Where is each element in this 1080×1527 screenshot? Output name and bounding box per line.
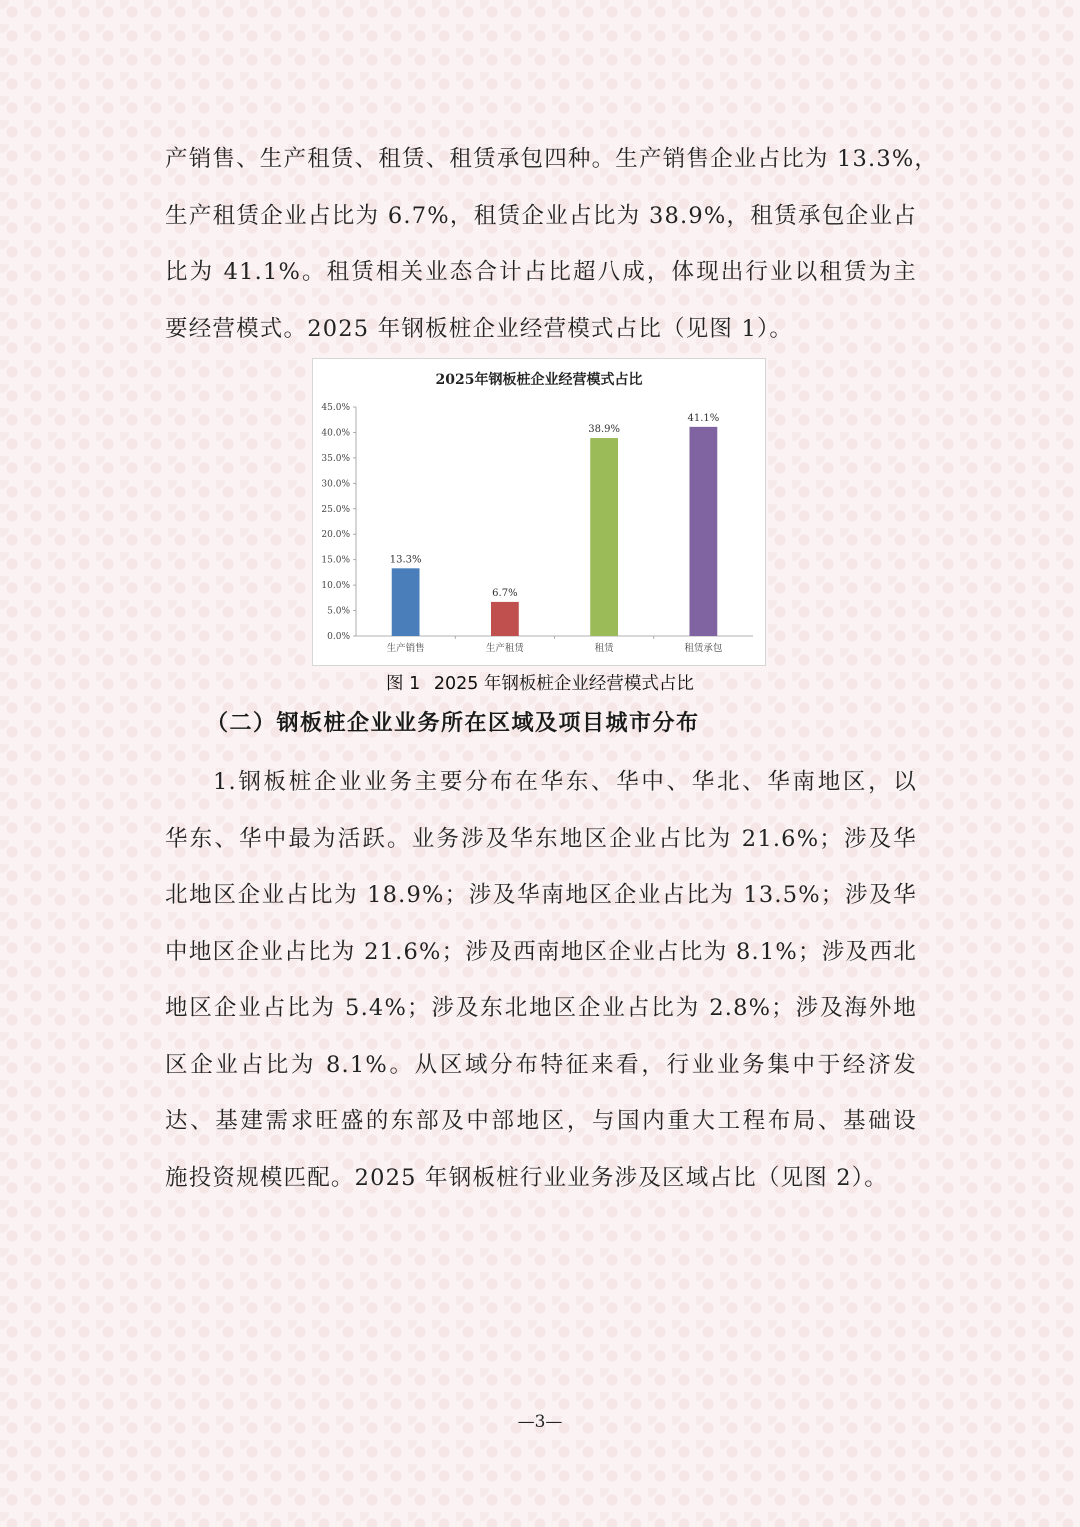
x-tick-label: 租赁承包 <box>684 643 723 654</box>
chart-title: 2025年钢板桩企业经营模式占比 <box>435 372 643 388</box>
figure-caption-text: 2025 年钢板桩企业经营模式占比 <box>433 674 694 694</box>
text-line: 北地区企业占比为 18.9%；涉及华南地区企业占比为 13.5%；涉及华 <box>165 882 917 908</box>
bar-value-label: 41.1% <box>687 412 720 424</box>
bar <box>590 438 618 636</box>
text-line: 产销售、生产租赁、租赁、租赁承包四种。生产销售企业占比为 13.3%， <box>165 146 939 172</box>
text-line: 中地区企业占比为 21.6%；涉及西南地区企业占比为 8.1%；涉及西北 <box>165 938 917 965</box>
paragraph-business-modes <box>165 131 939 357</box>
text-line: 华东、华中最为活跃。业务涉及华东地区企业占比为 21.6%；涉及华 <box>165 825 917 852</box>
figure-1-caption <box>0 670 1080 695</box>
y-tick-label: 40.0% <box>321 428 350 439</box>
x-tick-label: 生产租赁 <box>485 643 524 654</box>
y-tick-label: 45.0% <box>321 403 350 413</box>
bar-value-label: 38.9% <box>588 424 621 436</box>
text-line: 达、基建需求旺盛的东部及中部地区，与国内重大工程布局、基础设 <box>165 1108 917 1134</box>
text-line: 区企业占比为 8.1%。从区域分布特征来看，行业业务集中于经济发 <box>165 1051 917 1078</box>
x-tick-label: 生产销售 <box>386 643 425 654</box>
bar-value-label: 6.7% <box>492 587 518 599</box>
section-heading: （二）钢板桩企业业务所在区域及项目城市分布 <box>206 711 700 736</box>
text-line: 要经营模式。2025 年钢板桩企业经营模式占比（见图 1）。 <box>165 315 794 342</box>
figure-1-chart <box>312 358 766 666</box>
y-tick-label: 20.0% <box>321 530 350 541</box>
y-tick-label: 10.0% <box>321 581 350 592</box>
y-tick-labels <box>321 403 356 642</box>
y-tick-label: 0.0% <box>327 632 350 642</box>
bar-chart <box>313 359 765 665</box>
text-line: 1.钢板桩企业业务主要分布在华东、华中、华北、华南地区，以 <box>213 769 917 795</box>
x-tick-label: 租赁 <box>594 643 614 654</box>
text-line: 施投资规模匹配。2025 年钢板桩行业业务涉及区域占比（见图 2）。 <box>165 1164 888 1191</box>
text-line: 生产租赁企业占比为 6.7%，租赁企业占比为 38.9%，租赁承包企业占 <box>165 202 917 229</box>
bar <box>392 568 420 636</box>
bar-value-label: 13.3% <box>389 554 422 566</box>
y-tick-label: 35.0% <box>321 453 350 464</box>
text-line: 地区企业占比为 5.4%；涉及东北地区企业占比为 2.8%；涉及海外地 <box>165 995 917 1021</box>
x-tick-labels <box>387 636 723 654</box>
text-line: 比为 41.1%。租赁相关业态合计占比超八成，体现出行业以租赁为主 <box>165 259 917 285</box>
y-tick-label: 5.0% <box>327 606 350 617</box>
y-tick-label: 30.0% <box>321 479 350 490</box>
y-tick-label: 25.0% <box>321 504 350 515</box>
bars <box>390 413 720 636</box>
bar <box>689 427 717 636</box>
y-tick-label: 15.0% <box>321 555 350 566</box>
paragraph-regional-distribution <box>165 754 917 1206</box>
bar <box>491 602 519 636</box>
page-number: —3— <box>517 1412 563 1432</box>
figure-label: 图 1 <box>386 674 421 694</box>
